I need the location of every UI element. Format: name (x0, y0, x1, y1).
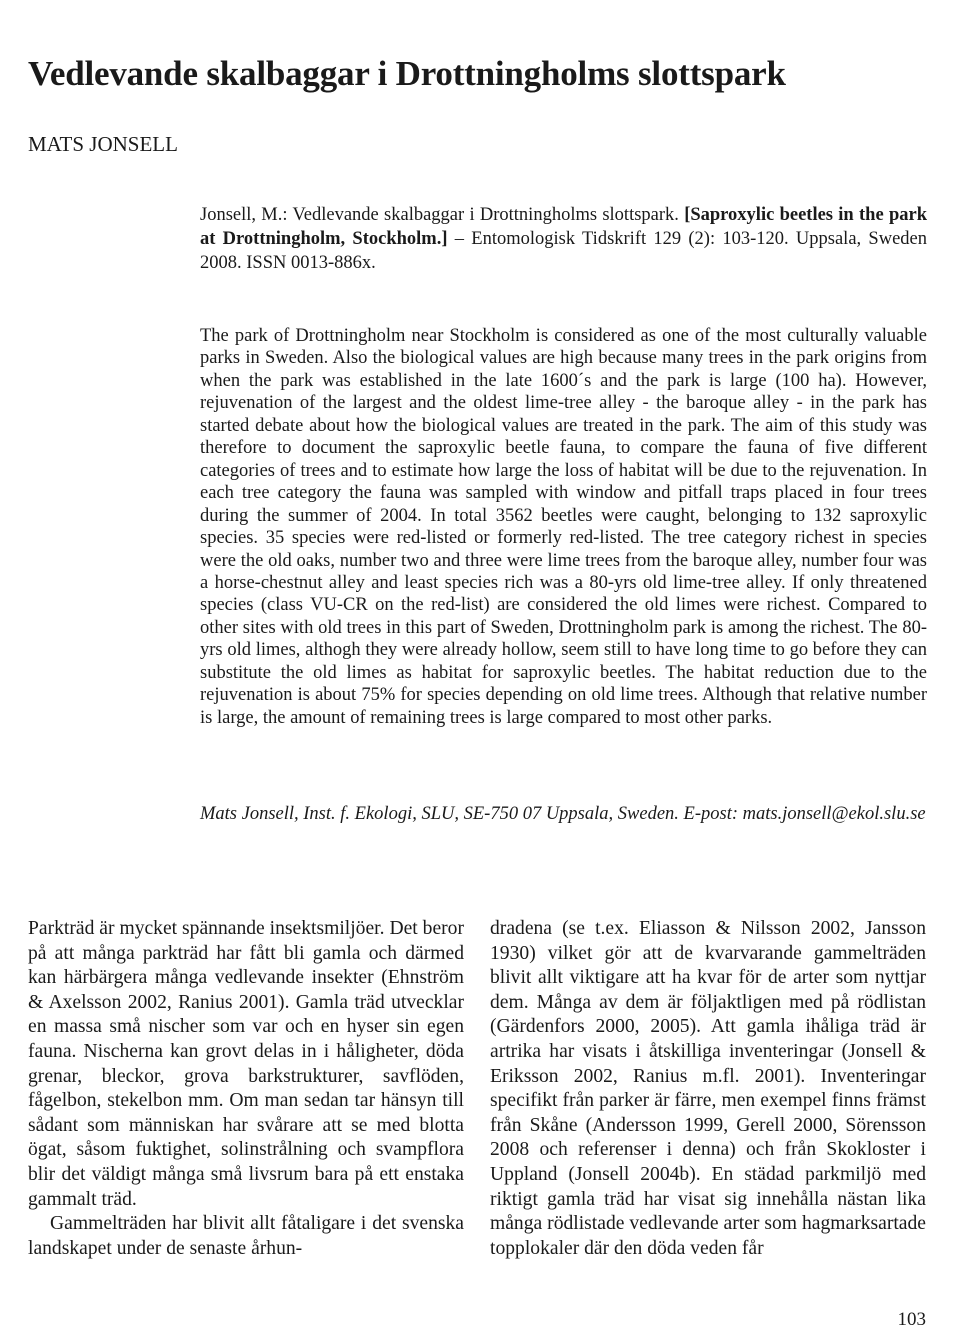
citation-english-title: [Saproxylic beetles in the park at Drottningholm, Stockholm.] (200, 205, 927, 249)
citation (200, 203, 927, 275)
citation-text-part2: – Entomologisk Tidskrift 129 (2): 103-120. Uppsala, Sweden 2008. ISSN 0013-886x. (200, 229, 927, 273)
author-address: Mats Jonsell, Inst. f. Ekologi, SLU, SE-750 07 Uppsala, Sweden. E-post: mats.jonsell@ekol.slu.se (200, 804, 926, 824)
body-paragraph: Parkträd är mycket spännande insektsmiljöer. Det beror på att många parkträd har fått bli gamla och därmed kan härbärgera många vedlevande insekter (Ehnström & Axelsson 2002, Ranius 2001). Gamla träd utvecklar en massa små nischer som var och en hyser sin egen fauna. Nischerna kan grovt delas in i håligheter, döda grenar, bleckor, grova barkstrukturer, savflöden, fågelbon, stekelbon mm. Om man sedan tar hänsyn till sådant som människan har svårare att se med blotta ögat, såsom fuktighet, solinstrålning och svampflora blir det väldigt många små livsrum bara på ett enstaka gammalt träd. (28, 918, 464, 1210)
body-paragraph: dradena (se t.ex. Eliasson & Nilsson 2002, Jansson 1930) vilket gör att de kvarvarande gammelträden blivit allt viktigare att ha kvar för de arter som nyttjar dem. Många av dem är följaktligen med på rödlistan (Gärdenfors 2000, 2005). Att gamla ihåliga träd är artrika har visats i åtskilliga inventeringar (Jonsell & Eriksson 2002, Ranius m.fl. 2001). Inventeringar specifikt från parker är färre, men exempel finns främst från Skåne (Andersson 1999, Gerell 2000, Sörensson 2008 och referenser i denna) och från Skokloster i Uppland (Jonsell 2004b). En städad parkmiljö med riktigt gamla träd har visat sig innehålla nästan lika många rödlistade vedlevande arter som hagmarksartade topplokaler där den döda veden får (490, 918, 926, 1259)
page-number: 103 (897, 1309, 926, 1330)
body-paragraph: Gammelträden har blivit allt fåtaligare i det svenska landskapet under de senaste århun- (28, 1213, 464, 1259)
citation-text-part1: Jonsell, M.: Vedlevande skalbaggar i Drottningholms slottspark. (200, 205, 685, 225)
abstract: The park of Drottningholm near Stockholm is considered as one of the most culturally valuable parks in Sweden. Also the biological values are high because many trees in the park origins from when the park was established in the late 1600´s and the park is large (100 ha). However, rejuvenation of the largest and the oldest lime-tree alley - the baroque alley - in the park has started debate about how the biological values are treated in the park. The aim of this study was therefore to document the saproxylic beetle fauna, to compare the fauna of five different categories of trees and to estimate how large the loss of habitat will be due to the rejuvenation. In each tree category the fauna was sampled with window and pitfall traps placed in four trees during the summer of 2004. In total 3562 beetles were caught, belonging to 132 saproxylic species. 35 species were red-listed or formerly red-listed. The tree category richest in species were the old oaks, number two and three were lime trees from the baroque alley, number four was a horse-chestnut alley and least species rich was a 80-yrs old lime-tree alley. If only threatened species (class VU-CR on the red-list) are considered the old limes were richest. Compared to other sites with old trees in this part of Sweden, Drottningholm park is among the richest. The 80-yrs old limes, althogh they were already hollow, seem still to have long time to go before they can substitute the old limes as habitat for saproxylic beetles. The habitat reduction due to the rejuvenation is about 75% for species depending on old lime trees. Although that relative number is large, the amount of remaining trees is large compared to most other parks. (200, 326, 927, 728)
author-name: MATS JONSELL (28, 132, 178, 156)
body-column-right (490, 917, 926, 1261)
body-column-left (28, 917, 464, 1261)
article-title: Vedlevande skalbaggar i Drottningholms slottspark (28, 54, 786, 93)
